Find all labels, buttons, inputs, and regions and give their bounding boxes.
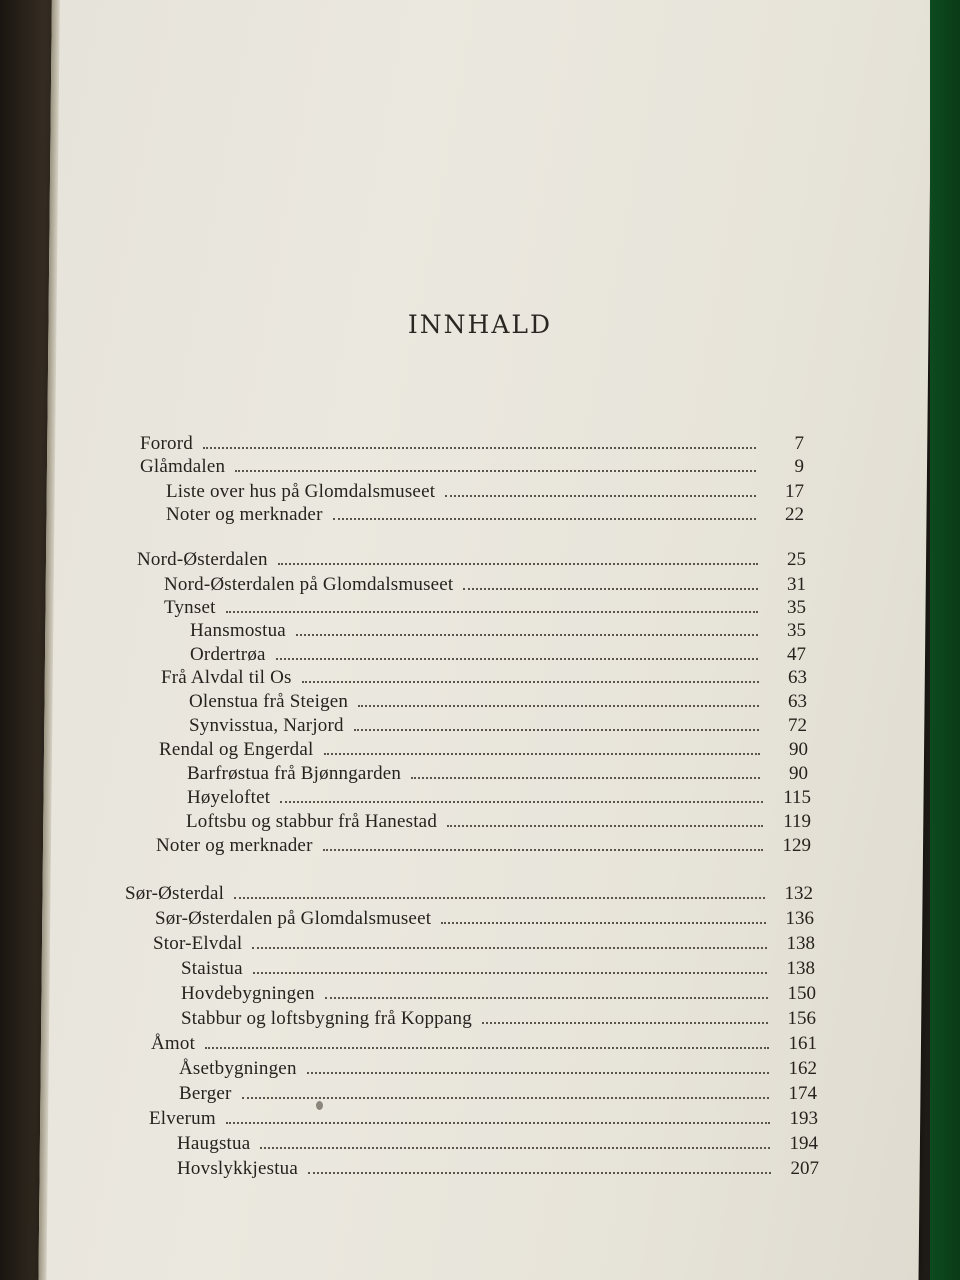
toc-label: Noter og merknader xyxy=(156,835,313,856)
toc-page: 63 xyxy=(788,667,807,688)
toc-page: 194 xyxy=(789,1133,818,1154)
toc-label: Synvisstua, Narjord xyxy=(189,715,344,736)
toc-label: Sør-Østerdalen på Glomdalsmuseet xyxy=(155,908,432,929)
toc-leader xyxy=(447,824,763,827)
toc-row xyxy=(164,573,806,597)
toc-row xyxy=(151,1032,817,1056)
toc-label: Berger xyxy=(179,1083,232,1104)
toc-label: Stabbur og loftsbygning frå Koppang xyxy=(181,1008,472,1029)
toc-leader xyxy=(445,494,756,497)
toc-label: Høyeloftet xyxy=(187,787,271,808)
toc-row xyxy=(181,982,816,1006)
toc-leader xyxy=(324,752,761,755)
toc-page: 17 xyxy=(785,481,804,502)
toc-leader xyxy=(307,1071,769,1074)
toc-page: 132 xyxy=(784,883,813,904)
paper-speck xyxy=(316,1101,323,1110)
toc-label: Åsetbygningen xyxy=(179,1058,297,1079)
toc-leader xyxy=(308,1171,771,1174)
toc-page: 161 xyxy=(788,1033,817,1054)
toc-page: 63 xyxy=(788,691,807,712)
toc-label: Forord xyxy=(140,433,193,454)
toc-label: Barfrøstua frå Bjønngarden xyxy=(187,763,402,784)
toc-row xyxy=(164,596,806,620)
toc-label: Nord-Østerdalen xyxy=(137,549,268,570)
toc-label: Glåmdalen xyxy=(140,456,226,477)
toc-row xyxy=(189,690,807,714)
toc-page: 90 xyxy=(789,763,808,784)
toc-page: 22 xyxy=(785,504,804,525)
toc-row xyxy=(181,1007,816,1031)
toc-row xyxy=(166,503,804,527)
toc-page: 207 xyxy=(790,1158,819,1179)
toc-row xyxy=(181,957,815,981)
toc-row xyxy=(190,643,806,667)
toc-row xyxy=(140,432,804,456)
toc-leader xyxy=(203,446,756,449)
toc-leader xyxy=(302,680,759,683)
toc-label: Hansmostua xyxy=(190,620,286,641)
toc-row xyxy=(140,455,804,479)
toc-page: 115 xyxy=(783,787,811,808)
toc-leader xyxy=(411,776,760,779)
toc-page: 25 xyxy=(787,549,806,570)
toc-row xyxy=(186,810,811,834)
toc-row xyxy=(179,1057,817,1081)
toc-page: 35 xyxy=(787,597,806,618)
toc-leader xyxy=(235,469,756,472)
toc-page: 138 xyxy=(786,933,815,954)
toc-leader xyxy=(358,704,759,707)
toc-label: Loftsbu og stabbur frå Hanestad xyxy=(186,811,438,832)
toc-leader xyxy=(205,1046,769,1049)
toc-row xyxy=(189,714,807,738)
toc-leader xyxy=(260,1146,770,1149)
toc-page: 174 xyxy=(788,1083,817,1104)
toc-page: 90 xyxy=(789,739,808,760)
toc-leader xyxy=(482,1021,768,1024)
toc-label: Frå Alvdal til Os xyxy=(161,667,292,688)
toc-row xyxy=(153,932,815,956)
toc-page: 193 xyxy=(789,1108,818,1129)
toc-leader xyxy=(463,587,758,590)
page-title: INNHALD xyxy=(407,310,553,339)
toc-page: 129 xyxy=(782,835,811,856)
toc-row xyxy=(161,666,807,690)
toc-label: Hovdebygningen xyxy=(181,983,315,1004)
toc-page: 7 xyxy=(794,433,804,454)
toc-leader xyxy=(323,848,763,851)
toc-leader xyxy=(226,610,758,613)
toc-page: 47 xyxy=(787,644,806,665)
toc-page: 35 xyxy=(787,620,806,641)
toc-page: 9 xyxy=(794,456,804,477)
toc-row xyxy=(187,762,808,786)
toc-label: Tynset xyxy=(164,597,216,618)
toc-label: Rendal og Engerdal xyxy=(159,739,314,760)
toc-page: 162 xyxy=(788,1058,817,1079)
toc-row xyxy=(177,1157,819,1181)
toc-leader xyxy=(226,1121,770,1124)
toc-label: Åmot xyxy=(151,1033,196,1054)
toc-row xyxy=(155,907,814,931)
toc-page: 31 xyxy=(787,574,806,595)
toc-row xyxy=(159,738,808,762)
toc-row xyxy=(156,834,811,858)
toc-label: Staistua xyxy=(181,958,243,979)
toc-page: 150 xyxy=(787,983,816,1004)
toc-row xyxy=(190,619,806,643)
toc-row xyxy=(166,480,804,504)
toc-leader xyxy=(296,633,758,636)
toc-page: 138 xyxy=(786,958,815,979)
toc-label: Elverum xyxy=(149,1108,216,1129)
toc-page: 136 xyxy=(785,908,814,929)
toc-row xyxy=(187,786,811,810)
toc-label: Haugstua xyxy=(177,1133,251,1154)
toc-leader xyxy=(276,657,758,660)
toc-leader xyxy=(278,562,758,565)
toc-label: Nord-Østerdalen på Glomdalsmuseet xyxy=(164,574,454,595)
toc-label: Liste over hus på Glomdalsmuseet xyxy=(166,481,436,502)
toc-leader xyxy=(252,946,767,949)
toc-leader xyxy=(234,896,765,899)
toc-row xyxy=(125,882,813,906)
toc-label: Noter og merknader xyxy=(166,504,323,525)
toc-leader xyxy=(441,921,766,924)
toc-leader xyxy=(242,1096,769,1099)
toc-label: Sør-Østerdal xyxy=(125,883,225,904)
toc-label: Olenstua frå Steigen xyxy=(189,691,349,712)
toc-leader xyxy=(280,800,763,803)
toc-label: Stor-Elvdal xyxy=(153,933,243,954)
toc-page: 72 xyxy=(788,715,807,736)
toc-page: 119 xyxy=(783,811,811,832)
toc-leader xyxy=(354,728,759,731)
toc-row xyxy=(177,1132,818,1156)
toc-row xyxy=(137,548,806,572)
toc-label: Ordertrøa xyxy=(190,644,266,665)
toc-label: Hovslykkjestua xyxy=(177,1158,299,1179)
toc-leader xyxy=(253,971,767,974)
toc-leader xyxy=(333,517,756,520)
toc-row xyxy=(149,1107,818,1131)
toc-page: 156 xyxy=(787,1008,816,1029)
toc-leader xyxy=(325,996,768,999)
toc-row xyxy=(179,1082,817,1106)
